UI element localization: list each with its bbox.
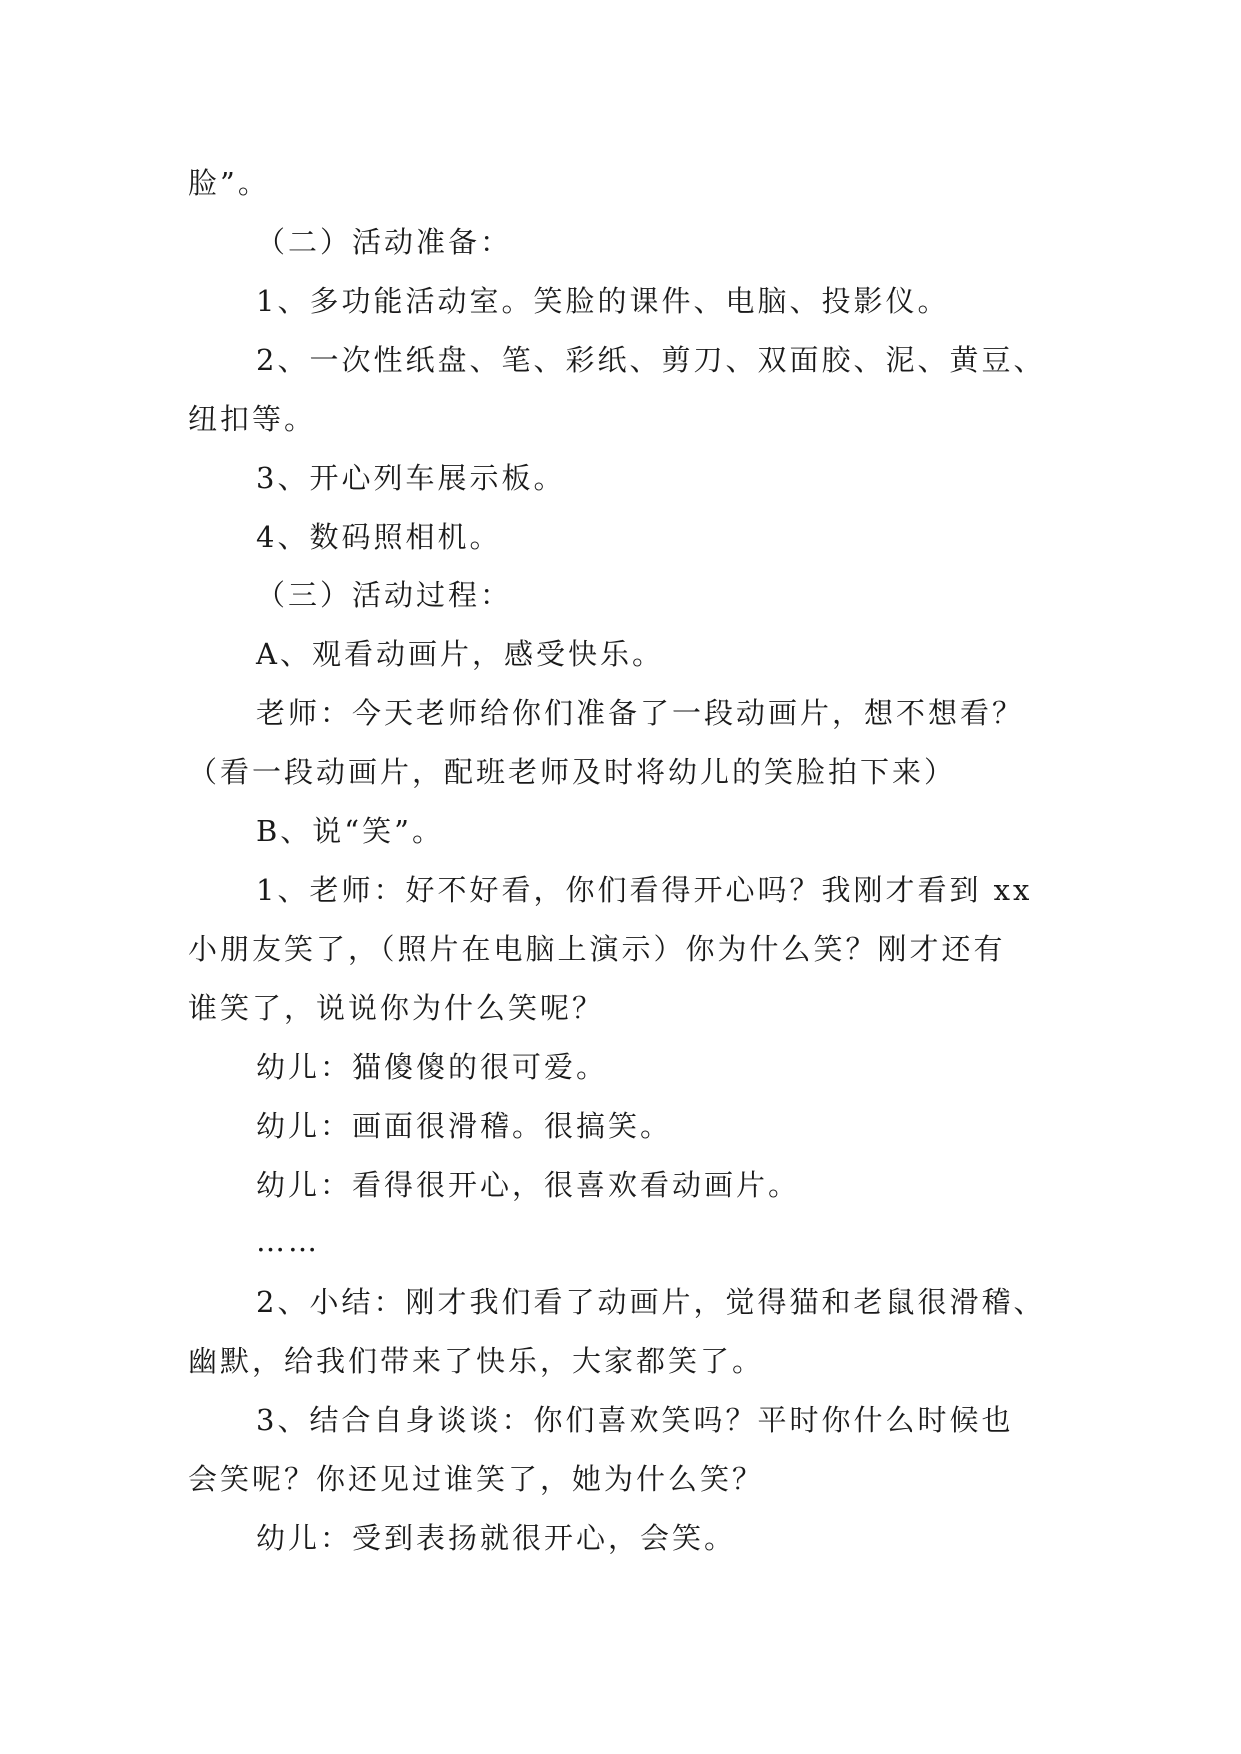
subsection-heading: A、观看动画片，感受快乐。 [256, 637, 664, 671]
ellipsis-line: …… [256, 1224, 320, 1258]
list-item: 1、多功能活动室。笑脸的课件、电脑、投影仪。 [256, 284, 950, 318]
list-item: 2、一次性纸盘、笔、彩纸、剪刀、双面胶、泥、黄豆、 [256, 343, 1046, 377]
dialogue-line: 幼儿：看得很开心，很喜欢看动画片。 [256, 1168, 801, 1202]
text-line: 谁笑了，说说你为什么笑呢？ [188, 991, 605, 1025]
list-item: 3、开心列车展示板。 [256, 461, 566, 495]
dialogue-line: 1、老师：好不好看，你们看得开心吗？我刚才看到 xx [256, 873, 1033, 907]
dialogue-line: 老师：今天老师给你们准备了一段动画片，想不想看？ [256, 696, 1025, 730]
text-line: （看一段动画片，配班老师及时将幼儿的笑脸拍下来） [188, 755, 957, 789]
list-item: 3、结合自身谈谈：你们喜欢笑吗？平时你什么时候也 [256, 1403, 1014, 1437]
text-line: 小朋友笑了，（照片在电脑上演示）你为什么笑？刚才还有 [188, 932, 1006, 966]
subsection-heading: B、说“笑”。 [256, 814, 444, 848]
text-line: 幽默，给我们带来了快乐，大家都笑了。 [188, 1344, 765, 1378]
list-item: 2、小结：刚才我们看了动画片，觉得猫和老鼠很滑稽、 [256, 1285, 1046, 1319]
section-heading: （二）活动准备： [256, 225, 513, 259]
list-item: 4、数码照相机。 [256, 520, 502, 554]
dialogue-line: 幼儿：猫傻傻的很可爱。 [256, 1050, 609, 1084]
text-line: 会笑呢？你还见过谁笑了，她为什么笑？ [188, 1462, 765, 1496]
text-line: 脸”。 [188, 166, 270, 200]
section-heading: （三）活动过程： [256, 578, 513, 612]
dialogue-line: 幼儿：受到表扬就很开心，会笑。 [256, 1521, 737, 1555]
dialogue-line: 幼儿：画面很滑稽。很搞笑。 [256, 1109, 673, 1143]
text-line: 纽扣等。 [188, 402, 317, 436]
